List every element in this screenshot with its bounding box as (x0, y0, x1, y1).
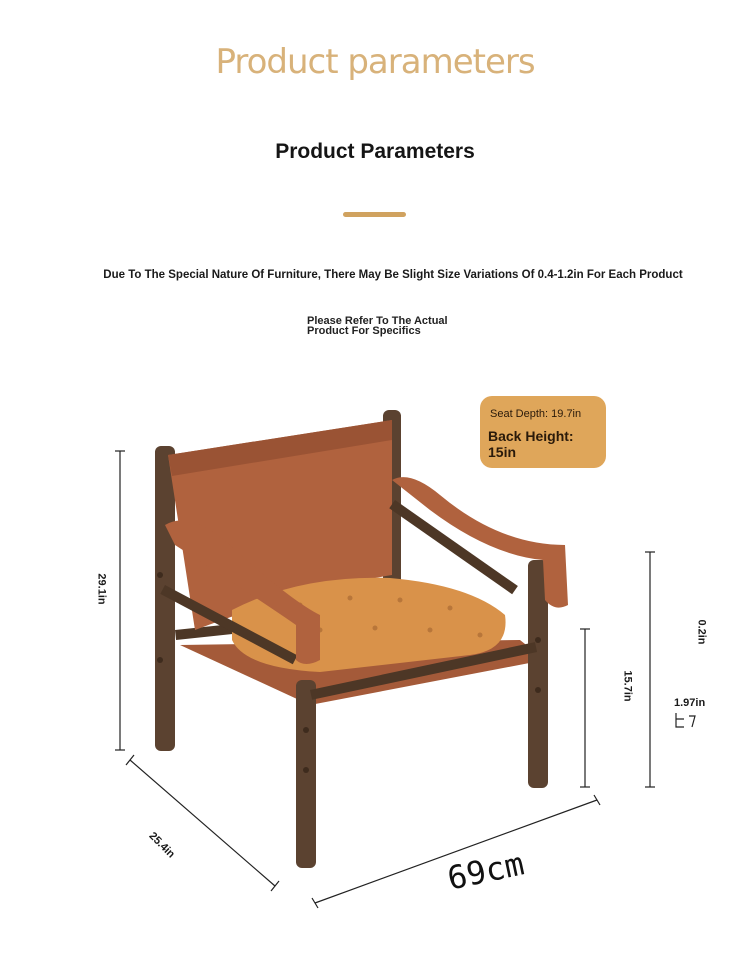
depth-dimension-line (130, 760, 275, 886)
seat-depth-label: Seat Depth: 19.7in (490, 408, 582, 420)
seat-height-label: 15.7in (621, 670, 634, 702)
small-dimension-b-label: 1.97in (674, 697, 706, 709)
back-height-line2: 15in (488, 444, 517, 460)
refer-note-line2: Product For Specifics (307, 325, 421, 337)
small-dimension-a-label: 0.2in (695, 619, 708, 645)
chair-image (155, 410, 568, 868)
page-title-script: Product parameters (215, 42, 535, 82)
back-height-label (488, 428, 598, 460)
back-height-line1: Back Height: (488, 428, 574, 444)
section-title: Product Parameters (275, 140, 475, 163)
overall-height-label: 29.1in (95, 573, 108, 605)
seat-back-callout (480, 396, 606, 468)
small-profile-icon (676, 713, 695, 727)
width-label: 69cm (444, 844, 528, 898)
size-variation-note: Due To The Special Nature Of Furniture, There May Be Slight Size Variations Of 0.4-1.2in For Each Product (103, 269, 683, 281)
refer-note-line1: Please Refer To The Actual (307, 315, 448, 327)
depth-label: 25.4in (146, 830, 178, 861)
